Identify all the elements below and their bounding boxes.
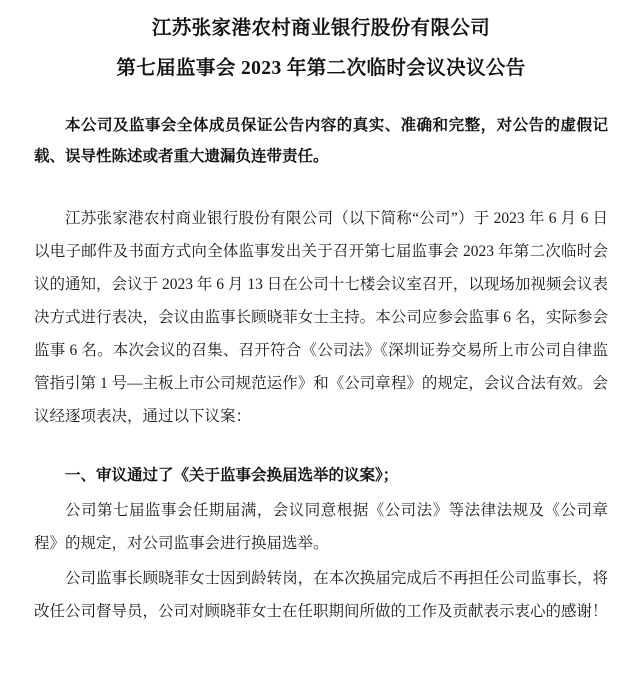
meeting-overview-paragraph: 江苏张家港农村商业银行股份有限公司（以下简称“公司”）于 2023 年 6 月 6 日以电子邮件及书面方式向全体监事发出关于召开第七届监事会 2023 年第二次临时会议的通知，会议于 2023 年 6 月 13 日在公司十七楼会议室召开，以现场加视频会议表决方式进行表决，会议由监事长顾晓菲女士主持。本公司应参会监事 6 名，实际参会监事 6 名。本次会议的召集、召开符合《公司法》《深圳证券交易所上市公司自律监管指引第 1 号—主板上市公司规范运作》和《公司章程》的规定，会议合法有效。会议经逐项表决，通过以下议案： [34, 210, 608, 425]
document-title-line-2: 第七届监事会 2023 年第二次临时会议决议公告 [116, 58, 526, 79]
section-heading-1: 一、审议通过了《关于监事会换届选举的议案》； [65, 467, 399, 484]
section-paragraph-2: 公司监事长顾晓菲女士因到龄转岗，在本次换届完成后不再担任公司监事长，将改任公司督导员，公司对顾晓菲女士在任职期间所做的工作及贡献表示衷心的感谢！ [34, 570, 608, 620]
document-title-line-1: 江苏张家港农村商业银行股份有限公司 [151, 18, 491, 39]
responsibility-statement: 本公司及监事会全体成员保证公告内容的真实、准确和完整，对公告的虚假记载、误导性陈述或者重大遗漏负连带责任。 [34, 117, 608, 165]
section-paragraph-1: 公司第七届监事会任期届满，会议同意根据《公司法》等法律法规及《公司章程》的规定，对公司监事会进行换届选举。 [34, 502, 608, 552]
